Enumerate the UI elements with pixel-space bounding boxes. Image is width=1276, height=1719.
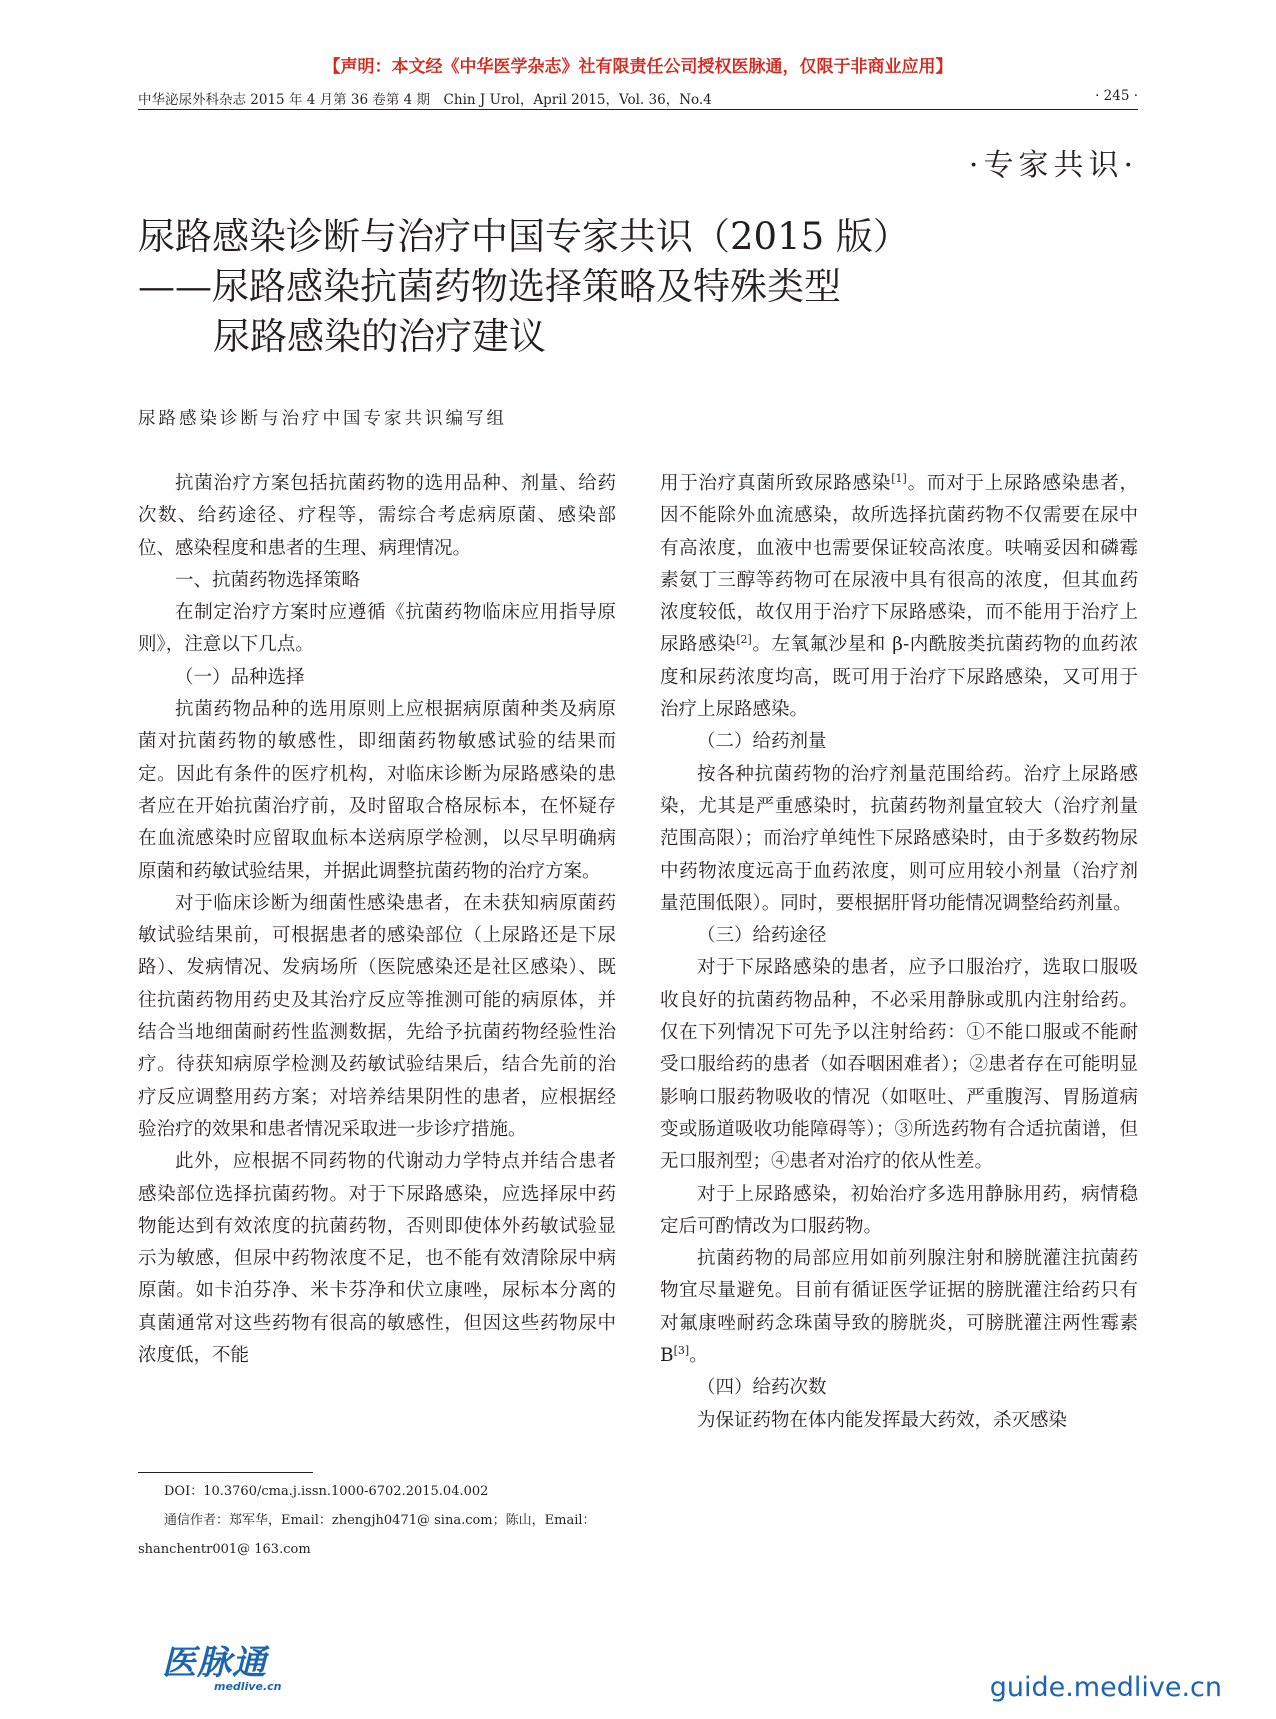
right-column — [660, 468, 1138, 1437]
paragraph: 对于下尿路感染的患者，应予口服治疗，选取口服吸收良好的抗菌药物品种，不必采用静脉或肌内注射给药。仅在下列情况下可先予以注射给药：①不能口服或不能耐受口服给药的患者（如吞咽困难者）；②患者存在可能明显影响口服药物吸收的情况（如呕吐、严重腹泻、胃肠道病变或肠道吸收功能障碍等）；③所选药物有合适抗菌谱，但无口服剂型；④患者对治疗的依从性差。 — [660, 957, 1138, 1173]
paragraph: 对于上尿路感染，初始治疗多选用静脉用药，病情稳定后可酌情改为口服药物。 — [660, 1183, 1138, 1237]
medlive-logo — [162, 1635, 302, 1705]
section-label: ·专家共识· — [968, 148, 1138, 183]
text-run: 。 — [689, 1345, 708, 1367]
journal-citation: 中华泌尿外科杂志 2015 年 4 月第 36 卷第 4 期 Chin J Urol，April 2015，Vol. 36，No.4 — [138, 92, 712, 108]
paragraph: 对于临床诊断为细菌性感染患者，在未获知病原菌药敏试验结果前，可根据患者的感染部位（上尿路还是下尿路）、发病情况、发病场所（医院感染还是社区感染）、既往抗菌药物用药史及其治疗反应等推测可能的病原体，并结合当地细菌耐药性监测数据，先给予抗菌药物经验性治疗。待获知病原学检测及药敏试验结果后，结合先前的治疗反应调整用药方案；对培养结果阴性的患者，应根据经验治疗的效果和患者情况采取进一步诊疗措施。 — [138, 892, 616, 1140]
text-run: 。左氧氟沙星和 β-内酰胺类抗菌药物的血药浓度和尿药浓度均高，既可用于治疗下尿路感染，又可用于治疗上尿路感染。 — [660, 634, 1138, 721]
title-line-2: ——尿路感染抗菌药物选择策略及特殊类型 — [138, 265, 841, 308]
logo-text: 医脉通 — [162, 1643, 267, 1683]
paragraph: 此外，应根据不同药物的代谢动力学特点并结合患者感染部位选择抗菌药物。对于下尿路感染，应选择尿中药物能达到有效浓度的抗菌药物，否则即使体外药敏试验显示为敏感，但尿中药物浓度不足，也不能有效清除尿中病原菌。如卡泊芬净、米卡芬净和伏立康唑，尿标本分离的真菌通常对这些药物有很高的敏感性，但因这些药物尿中浓度低，不能 — [138, 1151, 616, 1367]
title-line-3: 尿路感染的治疗建议 — [213, 315, 546, 358]
paragraph: 抗菌药物品种的选用原则上应根据病原菌种类及病原菌对抗菌药物的敏感性，即细菌药物敏感试验的结果而定。因此有条件的医疗机构，对临床诊断为尿路感染的患者应在开始抗菌治疗前，及时留取合格尿标本，在怀疑存在血流感染时应留取血标本送病原学检测，以尽早明确病原菌和药敏试验结果，并据此调整抗菌药物的治疗方案。 — [138, 699, 616, 882]
paragraph: 在制定治疗方案时应遵循《抗菌药物临床应用指导原则》，注意以下几点。 — [138, 602, 616, 656]
running-header — [138, 88, 1138, 108]
page-number: · 245 · — [1095, 88, 1138, 104]
footnote-rule — [138, 1472, 313, 1473]
article-title — [138, 212, 910, 362]
paragraph — [660, 1243, 1138, 1372]
logo-subtext: medlive.cn — [214, 1680, 282, 1693]
citation-ref[interactable]: [2] — [736, 633, 752, 647]
text-run: 用于治疗真菌所致尿路感染 — [660, 473, 892, 494]
author-group: 尿路感染诊断与治疗中国专家共识编写组 — [138, 409, 507, 429]
subsection-heading: （一）品种选择 — [175, 666, 305, 688]
paragraph: 按各种抗菌药物的治疗剂量范围给药。治疗上尿路感染，尤其是严重感染时，抗菌药物剂量宜较大（治疗剂量范围高限）；而治疗单纯性下尿路感染时，由于多数药物尿中药物浓度远高于血药浓度，则可应用较小剂量（治疗剂量范围低限）。同时，要根据肝肾功能情况调整给药剂量。 — [660, 763, 1138, 914]
left-column — [138, 468, 616, 1372]
subsection-heading: （三）给药途径 — [697, 925, 827, 947]
title-line-1: 尿路感染诊断与治疗中国专家共识（2015 版） — [138, 215, 910, 258]
paragraph: 为保证药物在体内能发挥最大药效，杀灭感染 — [697, 1409, 1068, 1431]
section-heading: 一、抗菌药物选择策略 — [175, 569, 361, 591]
copyright-notice: 【声明：本文经《中华医学杂志》社有限责任公司授权医脉通，仅限于非商业应用】 — [323, 57, 953, 77]
header-rule — [138, 109, 1138, 110]
footnote — [138, 1477, 616, 1564]
citation-ref[interactable]: [1] — [891, 472, 907, 485]
paragraph — [660, 468, 1138, 726]
paragraph: 抗菌治疗方案包括抗菌药物的选用品种、剂量、给药次数、给药途径、疗程等，需综合考虑病原菌、感染部位、感染程度和患者的生理、病理情况。 — [138, 473, 616, 559]
subsection-heading: （四）给药次数 — [697, 1377, 827, 1399]
corresponding-author: 通信作者：郑军华，Email：zhengjh0471@ sina.com；陈山，Email：shanchentr001@ 163.com — [138, 1513, 596, 1557]
text-run: 。而对于上尿路感染患者，因不能除外血流感染，故所选择抗菌药物不仅需要在尿中有高浓度，血液中也需要保证较高浓度。呋喃妥因和磷霉素氨丁三醇等药物可在尿液中具有很高的浓度，但其血药浓度较低，故仅用于治疗下尿路感染，而不能用于治疗上尿路感染 — [660, 473, 1138, 656]
doi: DOI：10.3760/cma.j.issn.1000-6702.2015.04.002 — [164, 1484, 489, 1499]
citation-ref[interactable]: [3] — [673, 1344, 690, 1358]
subsection-heading: （二）给药剂量 — [697, 731, 827, 753]
site-url[interactable]: guide.medlive.cn — [989, 1672, 1222, 1703]
text-run: 抗菌药物的局部应用如前列腺注射和膀胱灌注抗菌药物宜尽量避免。目前有循证医学证据的膀胱灌注给药只有对氟康唑耐药念珠菌导致的膀胱炎，可膀胱灌注两性霉素 B — [660, 1248, 1138, 1367]
